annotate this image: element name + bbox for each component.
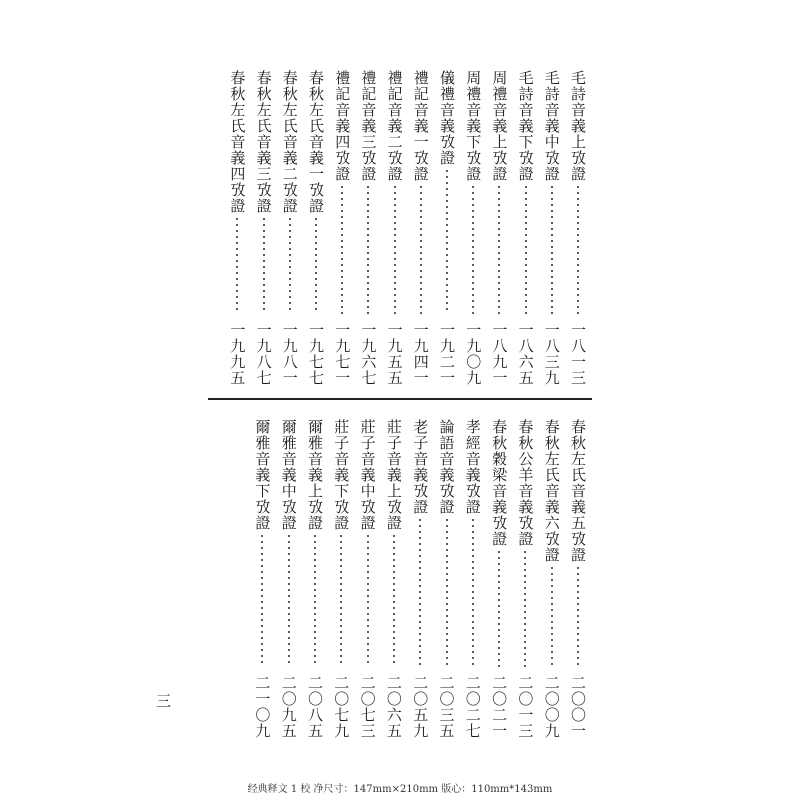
toc-leader-dots (498, 549, 500, 667)
toc-leader-dots (472, 184, 474, 314)
toc-leader-dots (446, 517, 448, 667)
toc-entry-page: 二〇五九 (411, 675, 430, 739)
toc-entry (358, 70, 378, 386)
toc-leader-dots (498, 184, 500, 314)
toc-leader-dots (577, 184, 579, 314)
toc-entry-page: 二〇三五 (437, 675, 456, 739)
toc-entry (280, 70, 300, 386)
toc-leader-dots (577, 565, 579, 667)
toc-entry-page: 二〇九五 (279, 675, 298, 739)
toc-entry-page: 二一〇九 (253, 675, 272, 739)
toc-entry-page: 一九八一 (280, 322, 299, 386)
toc-entry-title: 儀禮音義攷證 (438, 70, 456, 166)
toc-leader-dots (524, 549, 526, 667)
toc-entry-page: 一九八七 (254, 322, 273, 386)
toc-entry (331, 419, 351, 739)
toc-entry-title: 禮記音義三攷證 (359, 70, 378, 182)
toc-leader-dots (288, 533, 290, 667)
toc-entry (463, 70, 483, 386)
toc-leader-dots (236, 216, 238, 314)
toc-leader-dots (263, 216, 265, 314)
toc-entry (410, 419, 430, 739)
toc-leader-dots (367, 533, 369, 667)
toc-entry (306, 70, 326, 386)
toc-entry-title: 周禮音義下攷證 (464, 70, 483, 182)
toc-leader-dots (419, 517, 421, 667)
toc-entry (358, 419, 378, 739)
toc-entry-title: 毛詩音義下攷證 (516, 70, 535, 182)
toc-entry-title: 春秋左氏音義三攷證 (254, 70, 273, 214)
toc-entry-title: 莊子音義中攷證 (358, 419, 377, 531)
toc-entry-page: 二〇八五 (306, 675, 324, 739)
toc-leader-dots (261, 533, 263, 667)
toc-leader-dots (367, 184, 369, 314)
toc-entry (489, 70, 509, 386)
toc-entry-page: 一九九五 (228, 322, 247, 386)
toc-entry-title: 毛詩音義上攷證 (569, 70, 587, 182)
toc-entry-page: 一九四一 (411, 322, 430, 386)
toc-entry-page: 一八六五 (516, 322, 535, 386)
toc-entry-title: 爾雅音義中攷證 (279, 419, 298, 531)
toc-entry-title: 春秋左氏音義四攷證 (228, 70, 247, 214)
toc-entry-page: 一八九一 (490, 322, 509, 386)
toc-entry-title: 莊子音義上攷證 (384, 419, 403, 531)
toc-entry (279, 419, 299, 739)
toc-entry-title: 春秋穀梁音義攷證 (490, 419, 509, 547)
toc-entry (489, 419, 509, 739)
toc-entry-page: 二〇七三 (358, 675, 377, 739)
toc-entry (227, 70, 247, 386)
print-footer: 经典释文 1 校 净尺寸：147mm×210mm 版心：110mm*143mm (247, 784, 553, 795)
toc-entry-page: 一九二一 (438, 322, 456, 386)
toc-leader-dots (525, 184, 527, 314)
toc-entry-page: 二〇七九 (332, 675, 351, 739)
toc-entry (437, 70, 457, 386)
toc-leader-dots (446, 168, 448, 314)
section-divider (208, 398, 592, 400)
toc-entry-page: 一九七一 (333, 322, 352, 386)
toc-entry-title: 爾雅音義上攷證 (306, 419, 324, 531)
toc-entry (542, 70, 562, 386)
toc-entry (385, 70, 405, 386)
toc-leader-dots (420, 184, 422, 314)
toc-entry-title: 毛詩音義中攷證 (542, 70, 561, 182)
toc-entry-title: 周禮音義上攷證 (490, 70, 509, 182)
toc-entry-title: 禮記音義一攷證 (411, 70, 430, 182)
toc-entry (568, 70, 588, 386)
toc-entry (332, 70, 352, 386)
toc-entry (516, 70, 536, 386)
toc-entry (254, 70, 274, 386)
toc-leader-dots (472, 517, 474, 667)
toc-entry-page: 二〇二一 (490, 675, 509, 739)
toc-entry (252, 419, 272, 739)
toc-entry-page: 二〇六五 (384, 675, 403, 739)
toc-entry-title: 禮記音義四攷證 (333, 70, 352, 182)
toc-entry-page: 一九〇九 (464, 322, 483, 386)
toc-entry (542, 419, 562, 739)
toc-entry (411, 70, 431, 386)
toc-entry-title: 春秋左氏音義六攷證 (542, 419, 561, 563)
toc-entry-title: 莊子音義下攷證 (332, 419, 351, 531)
toc-leader-dots (341, 184, 343, 314)
toc-leader-dots (340, 533, 342, 667)
toc-entry (515, 419, 535, 739)
toc-entry (568, 419, 588, 739)
toc-entry-title: 春秋公羊音義攷證 (516, 419, 535, 547)
toc-entry-title: 爾雅音義下攷證 (253, 419, 272, 531)
toc-entry-page: 一九五五 (385, 322, 404, 386)
page-folio: 三 (156, 692, 172, 710)
toc-entry-title: 禮記音義二攷證 (385, 70, 404, 182)
toc-leader-dots (551, 184, 553, 314)
toc-leader-dots (315, 216, 317, 314)
toc-entry (384, 419, 404, 739)
toc-leader-dots (394, 184, 396, 314)
toc-entry (437, 419, 457, 739)
toc-entry-page: 二〇〇一 (569, 675, 587, 739)
toc-leader-dots (393, 533, 395, 667)
toc-entry-page: 二〇一三 (516, 675, 535, 739)
toc-entry (463, 419, 483, 739)
toc-leader-dots (289, 216, 291, 314)
toc-entry-page: 一八三九 (542, 322, 561, 386)
toc-entry-title: 孝經音義攷證 (463, 419, 482, 515)
toc-entry-page: 二〇〇九 (542, 675, 561, 739)
toc-entry (305, 419, 325, 739)
toc-entry-title: 春秋左氏音義五攷證 (569, 419, 587, 563)
toc-entry-page: 一九七七 (307, 322, 325, 386)
toc-entry-title: 春秋左氏音義二攷證 (280, 70, 299, 214)
toc-entry-title: 春秋左氏音義一攷證 (307, 70, 325, 214)
toc-entry-page: 一九六七 (359, 322, 378, 386)
toc-entry-title: 老子音義攷證 (411, 419, 430, 515)
toc-entry-title: 論語音義攷證 (437, 419, 456, 515)
toc-leader-dots (551, 565, 553, 667)
toc-entry-page: 一八一三 (569, 322, 587, 386)
toc-leader-dots (314, 533, 316, 667)
toc-entry-page: 二〇二七 (463, 675, 482, 739)
